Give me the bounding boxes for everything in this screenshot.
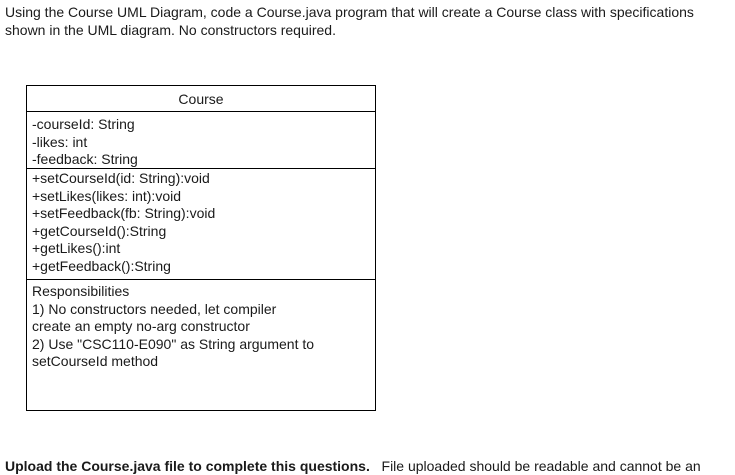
uml-attribute: -likes: int bbox=[32, 133, 88, 150]
uml-attributes-section bbox=[27, 112, 375, 169]
uml-method: +getCourseId():String bbox=[32, 222, 167, 239]
uml-class-diagram bbox=[26, 85, 376, 411]
uml-attribute: -courseId: String bbox=[32, 116, 135, 132]
uml-method: +getLikes():int bbox=[32, 240, 121, 256]
uml-method: +setFeedback(fb: String):void bbox=[32, 205, 216, 221]
uml-responsibility-line: create an empty no-arg constructor bbox=[32, 318, 250, 334]
upload-instructions-rest: File uploaded should be readable and cannot be an bbox=[381, 458, 701, 474]
uml-method: +getFeedback():String bbox=[32, 257, 171, 274]
uml-responsibilities-heading: Responsibilities bbox=[32, 283, 130, 299]
upload-instructions bbox=[5, 457, 735, 475]
uml-method: +setCourseId(id: String):void bbox=[32, 170, 210, 186]
upload-instructions-bold: Upload the Course.java file to complete this questions. bbox=[5, 458, 370, 474]
uml-method: +setLikes(likes: int):void bbox=[32, 187, 182, 204]
uml-responsibility-line: 2) Use "CSC110-E090" as String argument to bbox=[32, 335, 315, 352]
uml-class-name: Course bbox=[27, 86, 375, 112]
uml-responsibility-line: setCourseId method bbox=[32, 353, 159, 369]
uml-responsibility-line: 1) No constructors needed, let compiler bbox=[32, 300, 277, 317]
uml-responsibilities-section bbox=[27, 280, 375, 410]
question-instructions: Using the Course UML Diagram, code a Course.java program that will create a Course class with specifications shown in the UML diagram. No constructors required. bbox=[5, 4, 694, 38]
uml-methods-section bbox=[27, 169, 375, 280]
uml-attribute: -feedback: String bbox=[32, 151, 138, 167]
